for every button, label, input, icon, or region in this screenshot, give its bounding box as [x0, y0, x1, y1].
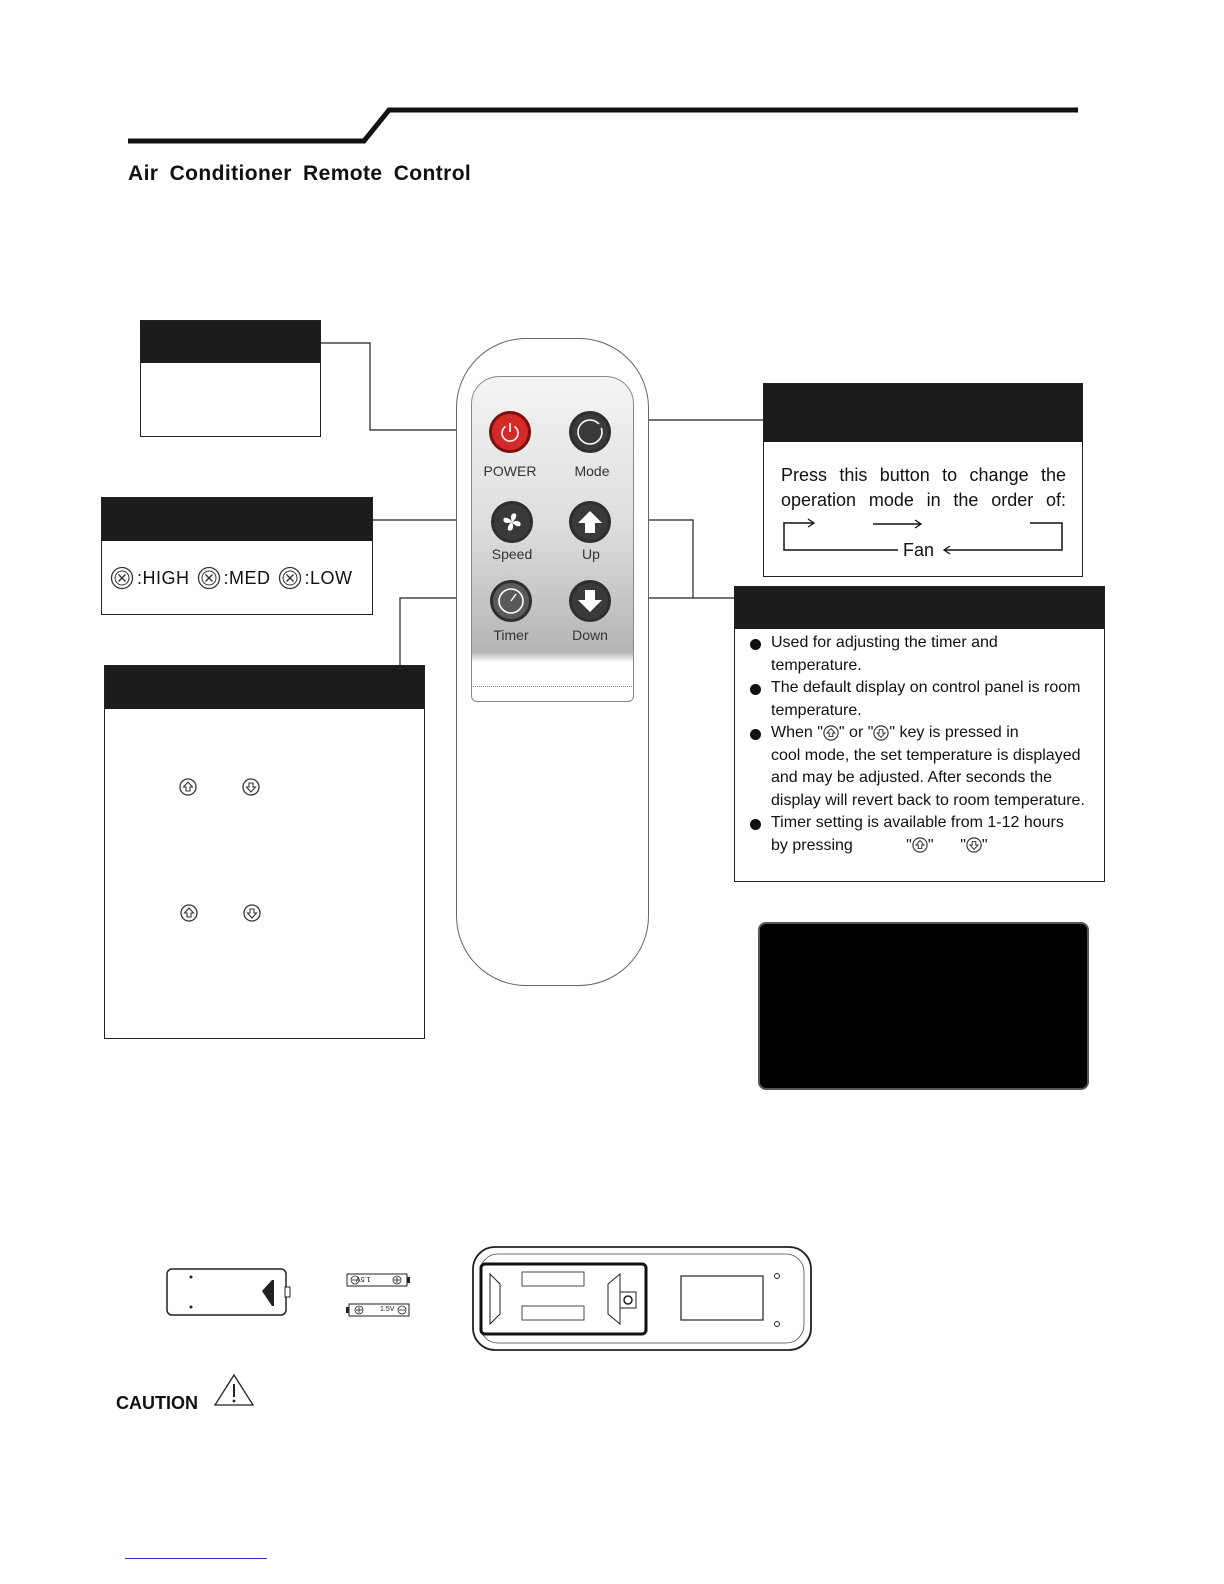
- updown-info-list: [745, 632, 1090, 857]
- caution-label: CAUTION: [116, 1393, 198, 1413]
- mode-description: Press this button to change the operation mode in the order of:: [781, 465, 1066, 510]
- speed-low-label: :LOW: [304, 567, 353, 588]
- warning-triangle-icon: [212, 1372, 256, 1408]
- panel-divider: [473, 686, 632, 687]
- mode-button[interactable]: [569, 411, 611, 453]
- up-button-label: Up: [582, 546, 600, 562]
- mode-info-header: [764, 384, 1082, 442]
- arrow-up-icon: [912, 837, 928, 853]
- page-title: Air Conditioner Remote Control: [128, 162, 472, 185]
- down-button[interactable]: [569, 580, 611, 622]
- battery-icon: [345, 1272, 411, 1288]
- battery-voltage-label: 1.5V: [356, 1275, 371, 1282]
- mode-fan-label: Fan: [903, 540, 935, 560]
- speed-high-label: :HIGH: [137, 567, 190, 588]
- mode-button-label: Mode: [574, 463, 610, 479]
- up-button[interactable]: [569, 501, 611, 543]
- list-item: When " " or " " key is pressed in cool mode, the set temperature is displayed and may be adjusted. After seconds the display will revert back to room temperature.: [745, 722, 1090, 812]
- arrow-up-icon: [576, 508, 604, 536]
- speed-med-label: :MED: [223, 567, 271, 588]
- list-item: Timer setting is available from 1-12 hours by pressing " " " ": [745, 812, 1090, 857]
- speed-button-label: Speed: [491, 546, 533, 562]
- arrow-up-icon: [823, 725, 839, 741]
- power-button-label: POWER: [483, 463, 537, 479]
- battery-voltage-label: 1.5V: [380, 1306, 395, 1313]
- clock-icon: [496, 586, 526, 616]
- battery-cover-illustration: [162, 1265, 294, 1321]
- mode-cycle-icon: [575, 417, 605, 447]
- remote-back-illustration: [470, 1244, 815, 1356]
- timer-button-label: Timer: [493, 627, 529, 643]
- fan-icon: [499, 509, 525, 535]
- arrow-down-icon: [576, 587, 604, 615]
- speed-button[interactable]: [491, 501, 533, 543]
- updown-info-header: [735, 587, 1104, 629]
- arrow-down-icon: [873, 725, 889, 741]
- down-button-label: Down: [572, 627, 608, 643]
- footer-link-underline: [125, 1558, 267, 1559]
- note-box: [758, 922, 1089, 1090]
- list-item: Used for adjusting the timer and temperature.: [745, 632, 1090, 677]
- timer-button[interactable]: [490, 580, 532, 622]
- battery-icon: [345, 1302, 411, 1318]
- arrow-down-icon: [966, 837, 982, 853]
- power-button[interactable]: [489, 411, 531, 453]
- power-icon: [498, 420, 522, 444]
- list-item: The default display on control panel is room temperature.: [745, 677, 1090, 722]
